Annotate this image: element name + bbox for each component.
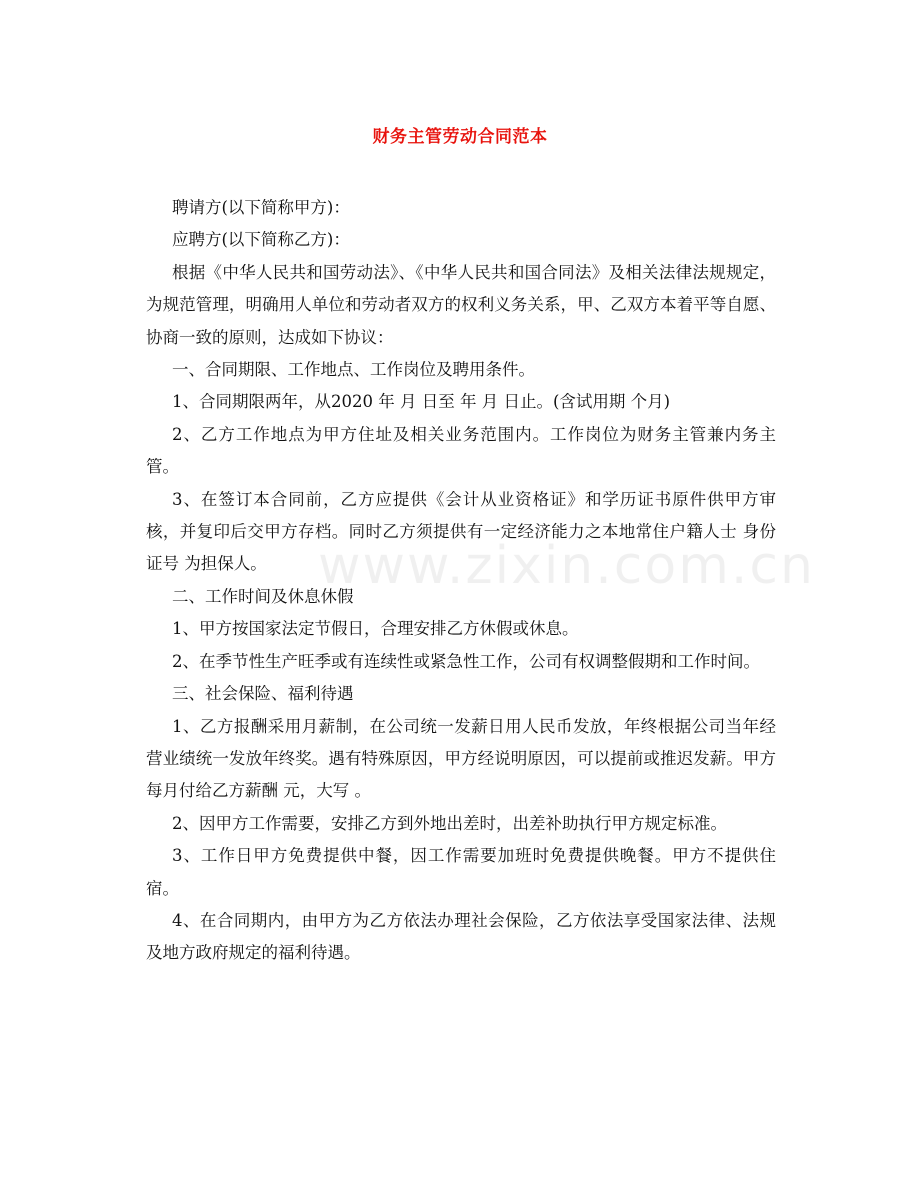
paragraph: 根据《中华人民共和国劳动法》、《中华人民共和国合同法》及相关法律法规规定，为规范管理，明确用人单位和劳动者双方的权利义务关系，甲、乙双方本着平等自愿、协商一致的原则，达成如下协议： (146, 262, 776, 347)
paragraph: 4、在合同期内，由甲方为乙方依法办理社会保险，乙方依法享受国家法律、法规及地方政府规定的福利待遇。 (146, 910, 776, 963)
paragraph: 应聘方(以下简称乙方)： (172, 230, 350, 250)
paragraph: 聘请方(以下简称甲方)： (172, 198, 350, 217)
section-heading: 二、工作时间及休息休假 (172, 586, 354, 606)
paragraph: 3、工作日甲方免费提供中餐，因工作需要加班时免费提供晚餐。甲方不提供住宿。 (146, 846, 776, 898)
paragraph: 2、乙方工作地点为甲方住址及相关业务范围内。工作岗位为财务主管兼内务主管。 (146, 424, 776, 477)
paragraph: 2、因甲方工作需要，安排乙方到外地出差时，出差补助执行甲方规定标准。 (172, 813, 727, 833)
paragraph: 1、甲方按国家法定节假日，合理安排乙方休假或休息。 (172, 619, 579, 639)
document-body (146, 192, 776, 970)
paragraph: 3、在签订本合同前，乙方应提供《会计从业资格证》和学历证书原件供甲方审核，并复印后交甲方存档。同时乙方须提供有一定经济能力之本地常住户籍人士 身份证号 为担保人。 (146, 489, 776, 574)
document-title: 财务主管劳动合同范本 (372, 127, 548, 147)
section-heading: 一、合同期限、工作地点、工作岗位及聘用条件。 (172, 360, 535, 380)
paragraph: 1、乙方报酬采用月薪制，在公司统一发薪日用人民币发放，年终根据公司当年经营业绩统一发放年终奖。遇有特殊原因，甲方经说明原因，可以提前或推迟发薪。甲方每月付给乙方薪酬 元，大写 。 (146, 716, 776, 801)
paragraph: 1、合同期限两年，从2020 年 月 日至 年 月 日止。(含试用期 个月) (172, 392, 671, 412)
watermark: www.zixin.com.cn (318, 536, 815, 596)
paragraph: 2、在季节性生产旺季或有连续性或紧急性工作，公司有权调整假期和工作时间。 (172, 651, 760, 671)
section-heading: 三、社会保险、福利待遇 (172, 684, 354, 704)
